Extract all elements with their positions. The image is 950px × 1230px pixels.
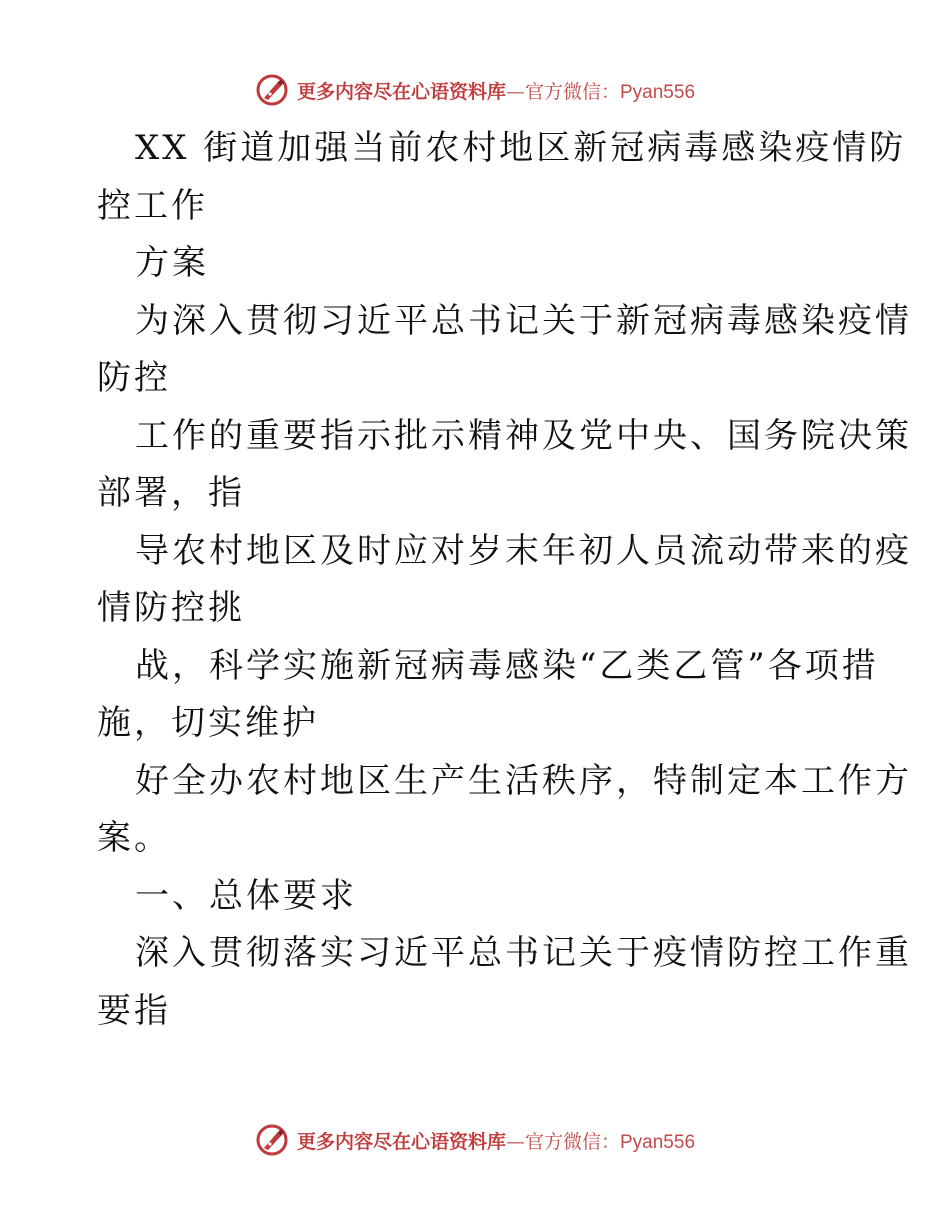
banner-text	[297, 1127, 695, 1154]
paragraph-line: 好全办农村地区生产生活秩序，特制定本工作方	[135, 760, 912, 801]
paragraph-line: 要指	[97, 990, 171, 1031]
paragraph-line: 导农村地区及时应对岁末年初人员流动带来的疫	[135, 530, 912, 571]
document-body	[97, 120, 912, 1040]
banner-wechat-id: Pyan556	[620, 81, 696, 103]
banner-wechat-label: 官方微信：	[524, 1130, 620, 1153]
paragraph-line: 战，科学实施新冠病毒感染“乙类乙管”各项措	[135, 645, 879, 686]
paragraph-line: 工作的重要指示批示精神及党中央、国务院决策	[135, 415, 912, 456]
banner-text	[297, 77, 695, 104]
paragraph-line: 为深入贯彻习近平总书记关于新冠病毒感染疫情	[135, 300, 912, 341]
footer-watermark-banner	[0, 1118, 950, 1162]
paragraph-line: 防控	[97, 358, 171, 398]
title-line-1: XX 街道加强当前农村地区新冠病毒感染疫情防	[135, 128, 907, 168]
paragraph-line: 施，切实维护	[97, 703, 319, 743]
banner-main-text: 更多内容尽在心语资料库	[296, 80, 506, 103]
paragraph-line: 部署，指	[97, 473, 245, 513]
banner-wechat-id: Pyan556	[620, 1131, 696, 1153]
paragraph-line: 案。	[97, 818, 171, 858]
banner-main-text: 更多内容尽在心语资料库	[296, 1130, 506, 1153]
banner-wechat-label: 官方微信：	[524, 80, 620, 103]
paragraph-line: 深入贯彻落实习近平总书记关于疫情防控工作重	[135, 933, 912, 973]
banner-dash: —	[505, 1130, 525, 1153]
banner-dash: —	[505, 80, 525, 103]
pen-nib-logo-icon	[255, 1123, 289, 1157]
title-line-2: 控工作	[97, 185, 208, 226]
title-line-3: 方案	[135, 243, 209, 283]
section-heading: 一、总体要求	[135, 875, 357, 916]
pen-nib-logo-icon	[255, 73, 289, 107]
paragraph-line: 情防控挑	[97, 588, 245, 628]
header-watermark-banner	[0, 68, 950, 112]
